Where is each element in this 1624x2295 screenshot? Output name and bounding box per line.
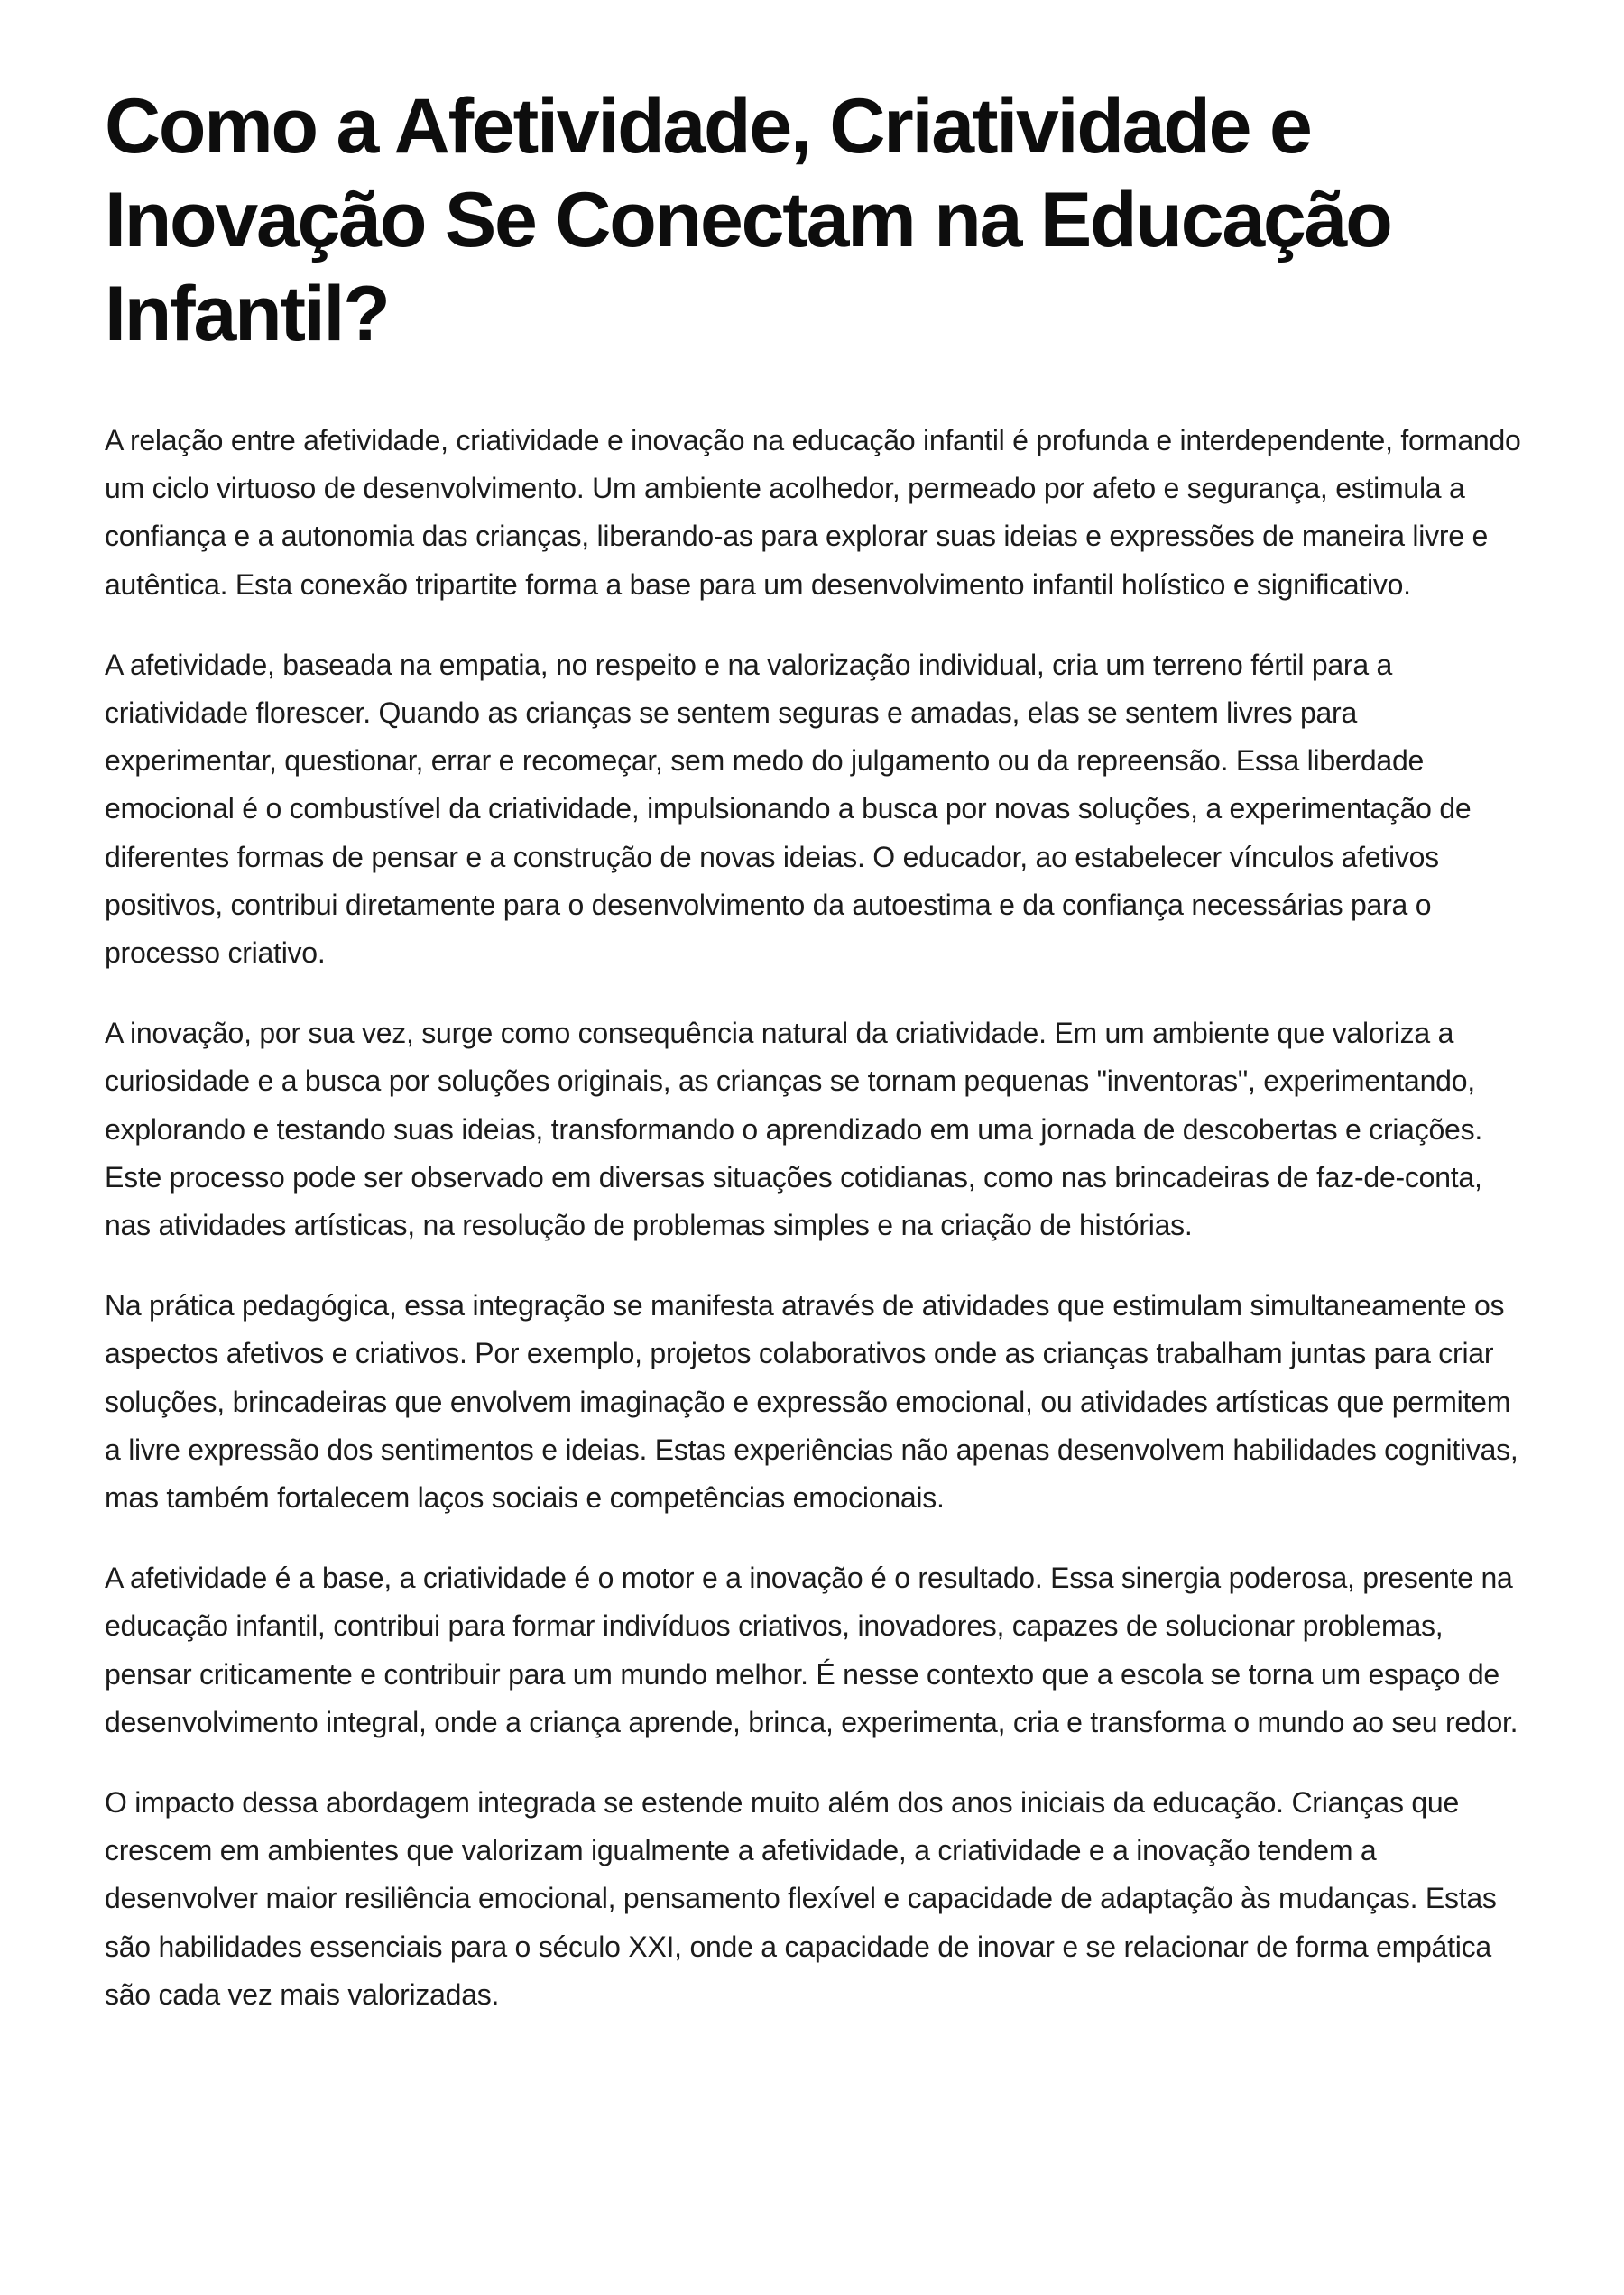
paragraph-impact: O impacto dessa abordagem integrada se estende muito além dos anos iniciais da educação. Crianças que crescem em ambientes que valorizam igualmente a afetividade, a criatividade e a inovação tendem a desenvolver maior resiliência emocional, pensamento flexível e capacidade de adaptação às mudanças. Estas são habilidades essenciais para o século XXI, onde a capacidade de inovar e se relacionar de forma empática são cada vez mais valorizadas. [105,1786,1497,2011]
document-page [105,79,1530,2051]
paragraph-pedagogical-practice: Na prática pedagógica, essa integração se manifesta através de atividades que estimulam simultaneamente os aspectos afetivos e criativos. Por exemplo, projetos colaborativos onde as crianças trabalham juntas para criar soluções, brincadeiras que envolvem imaginação e expressão emocional, ou atividades artísticas que permitem a livre expressão dos sentimentos e ideias. Estas experiências não apenas desenvolvem habilidades cognitivas, mas também fortalecem laços sociais e competências emocionais. [105,1289,1518,1515]
article-body [105,417,1530,2019]
page-title: Como a Afetividade, Criatividade e Inovação Se Conectam na Educação Infantil? [105,83,1391,357]
paragraph-innovation: A inovação, por sua vez, surge como consequência natural da criatividade. Em um ambiente que valoriza a curiosidade e a busca por soluções originais, as crianças se tornam pequenas "inventoras", experimentando, explorando e testando suas ideias, transformando o aprendizado em uma jornada de descobertas e criações. Este processo pode ser observado em diversas situações cotidianas, como nas brincadeiras de faz-de-conta, nas atividades artísticas, na resolução de problemas simples e na criação de histórias. [105,1017,1482,1242]
paragraph-intro: A relação entre afetividade, criatividade e inovação na educação infantil é profunda e interdependente, formando um ciclo virtuoso de desenvolvimento. Um ambiente acolhedor, permeado por afeto e segurança, estimula a confiança e a autonomia das crianças, liberando-as para explorar suas ideias e expressões de maneira livre e autêntica. Esta conexão tripartite forma a base para um desenvolvimento infantil holístico e significativo. [105,424,1521,601]
paragraph-synergy: A afetividade é a base, a criatividade é o motor e a inovação é o resultado. Essa sinergia poderosa, presente na educação infantil, contribui para formar indivíduos criativos, inovadores, capazes de solucionar problemas, pensar criticamente e contribuir para um mundo melhor. É nesse contexto que a escola se torna um espaço de desenvolvimento integral, onde a criança aprende, brinca, experimenta, cria e transforma o mundo ao seu redor. [105,1562,1518,1738]
paragraph-affectivity: A afetividade, baseada na empatia, no respeito e na valorização individual, cria um terreno fértil para a criatividade florescer. Quando as crianças se sentem seguras e amadas, elas se sentem livres para experimentar, questionar, errar e recomeçar, sem medo do julgamento ou da repreensão. Essa liberdade emocional é o combustível da criatividade, impulsionando a busca por novas soluções, a experimentação de diferentes formas de pensar e a construção de novas ideias. O educador, ao estabelecer vínculos afetivos positivos, contribui diretamente para o desenvolvimento da autoestima e da confiança necessárias para o processo criativo. [105,648,1472,970]
